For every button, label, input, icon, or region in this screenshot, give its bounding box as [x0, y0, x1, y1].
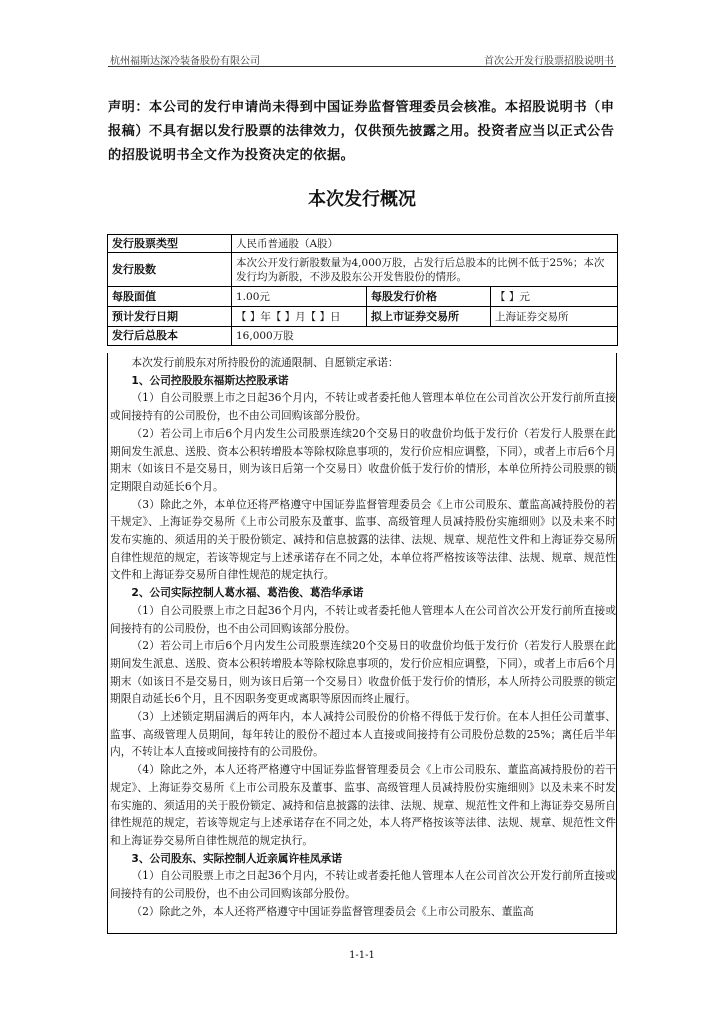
exchange-value: 上海证券交易所 [491, 307, 618, 327]
header-doc-title: 首次公开发行股票招股说明书 [484, 56, 614, 67]
declaration-text: 声明：本公司的发行申请尚未得到中国证券监督管理委员会核准。本招股说明书（申报稿）不具有据以发行股票的法律效力，仅供预先披露之用。投资者应当以正式公告的招股说明书全文作为投资决定的依据。 [108, 100, 615, 163]
paragraph: （3）除此之外，本单位还将严格遵守中国证券监督管理委员会《上市公司股东、董监高减持股份的若干规定》、上海证券交易所《上市公司股东及董事、监事、高级管理人员减持股份实施细则》以及未来不时发布实施的、须适用的关于股份锁定、减持和信息披露的法律、法规、规章、规范性文件和上海证券交易所自律性规范的规定，若该等规定与上述承诺存在不同之处，本单位将严格按该等法律、法规、规章、规范性文件和上海证券交易所自律性规范的规定执行。 [110, 497, 616, 582]
table-row [108, 327, 618, 346]
commitments-intro: 本次发行前股东对所持股份的流通限制、自愿锁定承诺： [131, 356, 399, 369]
par-value: 1.00元 [232, 287, 367, 307]
paragraph: （1）自公司股票上市之日起36个月内，不转让或者委托他人管理本单位在公司首次公开发行前所直接或间接持有的公司股份，也不由公司回购该部分股份。 [110, 391, 616, 423]
total-shares-label: 发行后总股本 [108, 327, 232, 346]
section-heading: 1、公司控股股东福斯达控股承诺 [131, 373, 289, 387]
stock-type-label: 发行股票类型 [108, 235, 232, 253]
header-company: 杭州福斯达深冷装备股份有限公司 [110, 56, 260, 67]
shares-value: 本次公开发行新股数量为4,000万股，占发行后总股本的比例不低于25%；本次发行均为新股，不涉及股东公开发售股份的情形。 [232, 253, 618, 287]
par-value-label: 每股面值 [108, 287, 232, 307]
paragraph: （4）除此之外，本人还将严格遵守中国证券监督管理委员会《上市公司股东、董监高减持股份的若干规定》、上海证券交易所《上市公司股东及董事、监事、高级管理人员减持股份实施细则》以及未来不时发布实施的、须适用的关于股份锁定、减持和信息披露的法律、法规、规章、规范性文件和上海证券交易所自律性规范的规定，若该等规定与上述承诺存在不同之处，本人将严格按该等法律、法规、规章、规范性文件和上海证券交易所自律性规范的规定执行。 [110, 763, 616, 847]
page-number: 1-1-1 [349, 950, 375, 961]
price-value: 【 】元 [491, 287, 618, 307]
total-shares-value: 16,000万股 [232, 327, 618, 346]
paragraph: （2）除此之外，本人还将严格遵守中国证券监督管理委员会《上市公司股东、董监高 [131, 904, 534, 918]
table-row [108, 307, 618, 327]
stock-type-value: 人民币普通股（A股） [232, 235, 618, 253]
commitments-section [108, 354, 618, 934]
paragraph: （2）若公司上市后6个月内发生公司股票连续20个交易日的收盘价均低于发行价（若发行人股票在此期间发生派息、送股、资本公积转增股本等除权除息事项的，发行价应相应调整，下同），或者上市后6个月期末（如该日不是交易日，则为该日后第一个交易日）收盘价低于发行价的情形，本人所持公司股票的锁定期限自动延长6个月，且不因职务变更或离职等原因而终止履行。 [110, 639, 616, 706]
offering-summary-table [107, 234, 618, 346]
page-header [108, 52, 616, 67]
section-heading: 3、公司股东、实际控制人近亲属许桂凤承诺 [131, 851, 342, 865]
price-label: 每股发行价格 [367, 287, 491, 307]
paragraph: （2）若公司上市后6个月内发生公司股票连续20个交易日的收盘价均低于发行价（若发行人股票在此期间发生派息、送股、资本公积转增股本等除权除息事项的，发行价应相应调整，下同），或者上市后6个月期末（如该日不是交易日，则为该日后第一个交易日）收盘价低于发行价的情形，本单位所持公司股票的锁定期限自动延长6个月。 [110, 426, 616, 493]
table-row [108, 235, 618, 253]
paragraph: （3）上述锁定期届满后的两年内，本人减持公司股份的价格不得低于发行价。在本人担任公司董事、监事、高级管理人员期间，每年转让的股份不超过本人直接或间接持有公司股份总数的25%；离任后半年内，不转让本人直接或间接持有的公司股份。 [110, 710, 616, 759]
section-heading: 2、公司实际控制人葛水福、葛浩俊、葛浩华承诺 [131, 586, 364, 600]
issue-date-value: 【 】年【 】月【 】日 [232, 307, 367, 327]
page-title: 本次发行概况 [308, 189, 416, 210]
issue-date-label: 预计发行日期 [108, 307, 232, 327]
shares-label: 发行股数 [108, 253, 232, 287]
paragraph: （1）自公司股票上市之日起36个月内，不转让或者委托他人管理本人在公司首次公开发行前所直接或间接持有的公司股份，也不由公司回购该部分股份。 [110, 869, 616, 901]
table-row [108, 287, 618, 307]
exchange-label: 拟上市证券交易所 [367, 307, 491, 327]
paragraph: （1）自公司股票上市之日起36个月内，不转让或者委托他人管理本人在公司首次公开发行前所直接或间接持有的公司股份，也不由公司回购该部分股份。 [110, 603, 616, 635]
table-row [108, 253, 618, 287]
